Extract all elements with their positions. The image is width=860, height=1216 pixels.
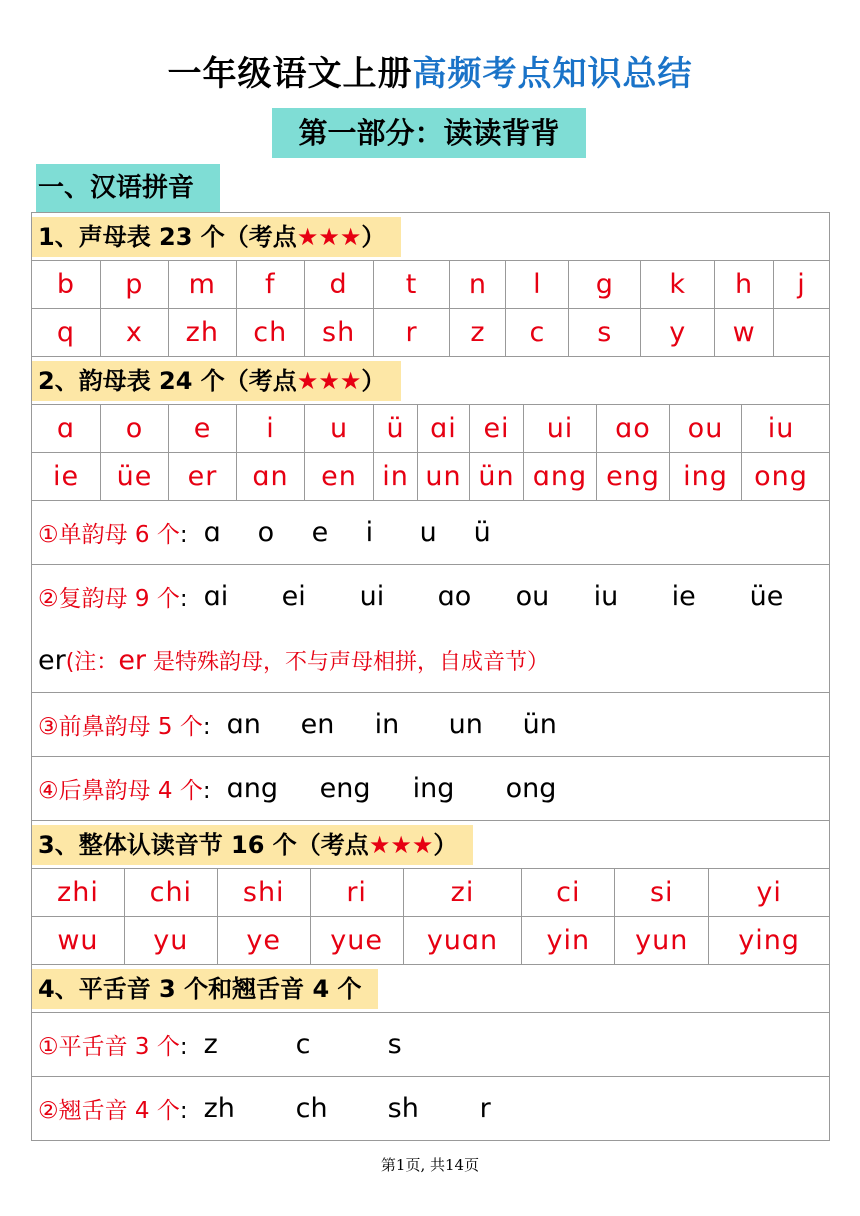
pinyin-cell: ü (374, 405, 418, 452)
pinyin-cell: ɑi (418, 405, 470, 452)
pinyin-value: iu (593, 581, 619, 613)
qian-values (211, 709, 597, 740)
pinyin-table (31, 212, 830, 1141)
pinyin-cell: w (715, 309, 774, 356)
pinyin-cell: r (374, 309, 451, 356)
pinyin-cell: yu (125, 917, 218, 964)
pinyin-value: c (295, 1029, 311, 1060)
pinyin-cell: in (374, 453, 418, 500)
pinyin-cell: ei (470, 405, 524, 452)
pinyin-cell: n (450, 261, 506, 308)
pinyin-cell: ri (311, 869, 404, 916)
pinyin-cell: o (101, 405, 169, 452)
dan-values (188, 517, 528, 548)
pinyin-cell: g (569, 261, 641, 308)
pinyin-cell: ong (754, 461, 808, 492)
ping-label: ①平舌音 3 个: (38, 1034, 188, 1060)
pinyin-cell: ɑn (237, 453, 305, 500)
pinyin-cell: ɑo (597, 405, 670, 452)
pinyin-value: ong (505, 773, 557, 804)
qian-bi-row (32, 693, 830, 757)
section-heading: 一、汉语拼音 (36, 164, 220, 212)
pinyin-cell: zhi (32, 869, 125, 916)
pinyin-cell: ie (32, 453, 101, 500)
pinyin-value: ui (359, 581, 385, 613)
pinyin-cell: t (374, 261, 451, 308)
page-footer: 第1页, 共14页 (380, 1156, 480, 1174)
ping-values (188, 1029, 480, 1060)
fu-label: ②复韵母 9 个: (38, 586, 188, 613)
pinyin-cell: un (418, 453, 470, 500)
star-rating: ★★★ (296, 222, 362, 251)
zhengti-header (32, 821, 830, 869)
pinyin-value: zh (203, 1093, 235, 1124)
pinyin-cell: j (797, 269, 806, 300)
hou-label: ④后鼻韵母 4 个: (38, 778, 211, 804)
pinyin-value: sh (387, 1093, 419, 1124)
qiao-values (188, 1093, 572, 1124)
pinyin-cell: ou (670, 405, 742, 452)
pinyin-cell: iu (767, 413, 795, 444)
pinyin-cell: ɑ (32, 405, 101, 452)
pinyin-value: r (479, 1093, 491, 1124)
zhengti-row-1 (32, 869, 830, 917)
yunmu-row-2 (32, 453, 830, 501)
qian-label: ③前鼻韵母 5 个: (38, 714, 211, 740)
pinyin-value: ü (473, 517, 491, 548)
qiaoshe-row (32, 1077, 830, 1141)
pinyin-value: ɑ (203, 517, 221, 548)
pinyin-value: ün (522, 709, 557, 740)
title-blue: 高频考点知识总结 (412, 54, 693, 94)
pinyin-cell: zi (404, 869, 523, 916)
shengmu-row-1 (32, 261, 830, 309)
pinyin-cell (774, 309, 829, 356)
pinyin-value: ing (412, 773, 455, 804)
pinyin-value: üe (749, 581, 784, 613)
header-close: ） (361, 366, 386, 395)
pinyin-value: ei (281, 581, 306, 613)
pinyin-cell: y (641, 309, 715, 356)
yunmu-header (32, 357, 830, 405)
pinyin-cell: yue (311, 917, 404, 964)
pinyin-cell: eng (597, 453, 670, 500)
pinyin-cell: l (506, 261, 569, 308)
pinyin-cell: z (450, 309, 506, 356)
pinyin-value: s (387, 1029, 402, 1060)
fu-yunmu-row (32, 565, 830, 693)
pinyin-cell: p (101, 261, 169, 308)
shengmu-row-2 (32, 309, 830, 357)
pinyin-value: ɑng (226, 773, 279, 804)
pingshe-row (32, 1013, 830, 1077)
pinyin-value: in (374, 709, 400, 740)
header-close: ） (361, 222, 386, 251)
pinyin-cell: ying (738, 925, 800, 956)
qiao-label: ②翘舌音 4 个: (38, 1098, 188, 1124)
star-rating: ★★★ (296, 366, 362, 395)
pinyin-cell: c (506, 309, 569, 356)
pinyin-cell: u (305, 405, 374, 452)
pinyin-cell: sh (305, 309, 374, 356)
pinyin-value: ɑn (226, 709, 261, 740)
pinyin-cell: s (569, 309, 641, 356)
pinyin-value: ou (515, 581, 550, 613)
pinyin-cell: ün (470, 453, 524, 500)
hou-values (211, 773, 599, 804)
star-rating: ★★★ (368, 830, 434, 859)
header-text: 1、声母表 23 个（考点 (38, 222, 297, 251)
pinyin-cell: chi (125, 869, 218, 916)
pinyin-cell: m (169, 261, 237, 308)
pinyin-value: eng (319, 773, 371, 804)
yunmu-row-1 (32, 405, 830, 453)
pinyin-cell: yun (615, 917, 709, 964)
pinyin-value: ch (295, 1093, 328, 1124)
pinyin-cell: ing (670, 453, 742, 500)
title-black: 一年级语文上册 (167, 54, 413, 94)
pinyin-cell: i (237, 405, 305, 452)
pinyin-cell: ui (524, 405, 597, 452)
pinyin-cell: üe (101, 453, 169, 500)
pinyin-cell: yi (756, 877, 782, 908)
pinyin-value: ɑi (203, 581, 229, 613)
pinyin-cell: x (101, 309, 169, 356)
pinyin-cell: en (305, 453, 374, 500)
pinyin-cell: wu (32, 917, 125, 964)
dan-label: ①单韵母 6 个: (38, 522, 188, 548)
header-text: 4、平舌音 3 个和翘舌音 4 个 (38, 974, 362, 1003)
pinyin-value: un (448, 709, 483, 740)
pinyin-cell: e (169, 405, 237, 452)
pinyin-cell: d (305, 261, 374, 308)
dan-yunmu-row (32, 501, 830, 565)
pinyin-cell: shi (218, 869, 311, 916)
pinyin-cell: yin (522, 917, 615, 964)
er-note: (注：er 是特殊韵母，不与声母相拼，自成音节） (65, 644, 550, 676)
pingqiao-header (32, 965, 830, 1013)
pinyin-cell: ye (218, 917, 311, 964)
shengmu-header (32, 213, 830, 261)
pinyin-cell: si (615, 869, 709, 916)
pinyin-cell: f (237, 261, 305, 308)
pinyin-value: en (300, 709, 335, 740)
pinyin-cell: k (641, 261, 715, 308)
document-title (0, 46, 860, 95)
header-close: ） (433, 830, 458, 859)
pinyin-cell: q (32, 309, 101, 356)
pinyin-cell: ch (237, 309, 305, 356)
pinyin-cell: b (32, 261, 101, 308)
hou-bi-row (32, 757, 830, 821)
pinyin-value: ɑo (437, 581, 472, 613)
fu-er: er (38, 644, 66, 676)
pinyin-value: ie (671, 581, 696, 613)
pinyin-cell: h (715, 261, 774, 308)
pinyin-cell: yuɑn (404, 917, 523, 964)
pinyin-value: i (365, 517, 374, 548)
header-text: 2、韵母表 24 个（考点 (38, 366, 297, 395)
pinyin-cell: ci (522, 869, 615, 916)
pinyin-cell: er (169, 453, 237, 500)
header-text: 3、整体认读音节 16 个（考点 (38, 830, 369, 859)
pinyin-value: z (203, 1029, 218, 1060)
fu-values (188, 581, 828, 612)
pinyin-value: e (311, 517, 329, 548)
zhengti-row-2 (32, 917, 830, 965)
part-heading: 第一部分：读读背背 (272, 108, 586, 158)
pinyin-value: u (419, 517, 437, 548)
pinyin-cell: ɑng (524, 453, 597, 500)
pinyin-value: o (257, 517, 275, 548)
pinyin-cell: zh (169, 309, 237, 356)
